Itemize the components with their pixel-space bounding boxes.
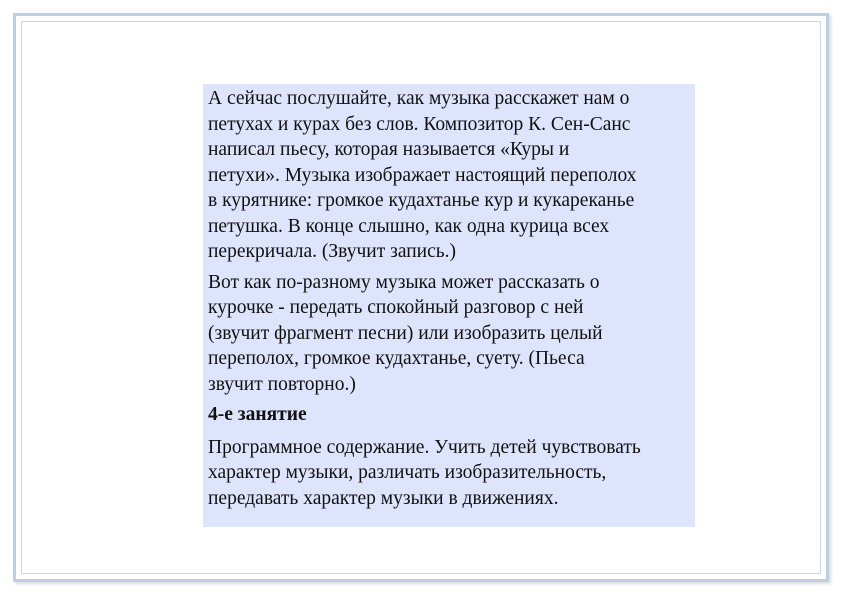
text-line: звучит повторно.) [208, 373, 356, 395]
paragraph-hen-story [208, 270, 689, 398]
lesson-heading: 4-е занятие [208, 404, 307, 425]
text-line: курочке - передать спокойный разговор с ней [208, 297, 584, 318]
text-line: написал пьесу, которая называется «Куры и [208, 139, 570, 160]
paragraph-program-content [208, 435, 689, 512]
text-line: перекричала. (Звучит запись.) [208, 241, 457, 262]
text-line: (звучит фрагмент песни) или изобразить целый [208, 322, 603, 344]
text-line: Программное содержание. Учить детей чувствовать [208, 436, 641, 458]
slide-text-box [203, 84, 695, 527]
text-line: А сейчас послушайте, как музыка расскажет нам о [208, 88, 630, 109]
paragraph-rooster-story [208, 86, 689, 265]
text-line: переполох, громкое кудахтанье, суету. (Пьеса [208, 348, 585, 369]
text-line: петухи». Музыка изображает настоящий переполох [208, 164, 637, 186]
text-line: передавать характер музыки в движениях. [208, 487, 559, 509]
text-line: Вот как по-разному музыка может рассказать о [208, 271, 600, 293]
text-line: петухах и курах без слов. Композитор К. Сен-Санс [208, 113, 631, 135]
text-line: в курятнике: громкое кудахтанье кур и кукареканье [208, 190, 635, 211]
text-line: характер музыки, различать изобразительность, [208, 462, 607, 483]
text-line: петушка. В конце слышно, как одна курица всех [208, 215, 610, 237]
